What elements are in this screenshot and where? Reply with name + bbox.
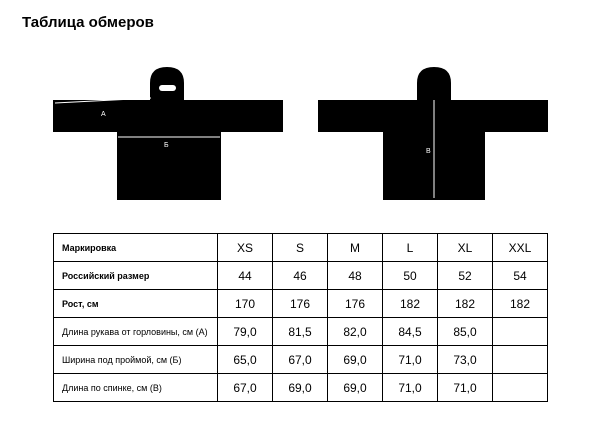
table-cell: 182: [493, 290, 548, 318]
back-body: [318, 100, 548, 200]
table-row: [54, 346, 548, 374]
label-v: В: [426, 148, 431, 155]
table-cell: M: [328, 234, 383, 262]
size-table: [53, 233, 548, 402]
table-cell: L: [383, 234, 438, 262]
table-cell: 79,0: [218, 318, 273, 346]
table-cell: 71,0: [383, 346, 438, 374]
table-cell: [493, 318, 548, 346]
row-label: Ширина под проймой, см (Б): [54, 346, 218, 374]
table-cell: 44: [218, 262, 273, 290]
table-row: [54, 234, 548, 262]
label-b: Б: [164, 142, 169, 149]
table-row: [54, 290, 548, 318]
table-cell: 170: [218, 290, 273, 318]
table-cell: 71,0: [383, 374, 438, 402]
table-cell: 54: [493, 262, 548, 290]
table-cell: 84,5: [383, 318, 438, 346]
table-cell: [493, 346, 548, 374]
table-cell: 67,0: [273, 346, 328, 374]
table-cell: 48: [328, 262, 383, 290]
front-hood: [150, 67, 184, 100]
table-cell: 65,0: [218, 346, 273, 374]
row-label: Рост, см: [54, 290, 218, 318]
back-hood: [417, 67, 451, 100]
table-cell: 67,0: [218, 374, 273, 402]
table-cell: XL: [438, 234, 493, 262]
table-row: [54, 374, 548, 402]
table-cell: 73,0: [438, 346, 493, 374]
table-cell: 69,0: [328, 346, 383, 374]
table-cell: 85,0: [438, 318, 493, 346]
table-cell: 52: [438, 262, 493, 290]
table-cell: [493, 374, 548, 402]
table-cell: 69,0: [328, 374, 383, 402]
table-row: [54, 318, 548, 346]
table-cell: 182: [383, 290, 438, 318]
table-cell: 46: [273, 262, 328, 290]
table-row: [54, 262, 548, 290]
label-a: А: [101, 111, 106, 118]
table-cell: XXL: [493, 234, 548, 262]
row-label: Длина по спинке, см (В): [54, 374, 218, 402]
table-cell: XS: [218, 234, 273, 262]
table-cell: 81,5: [273, 318, 328, 346]
table-cell: 82,0: [328, 318, 383, 346]
table-cell: 176: [328, 290, 383, 318]
back-view: [318, 67, 548, 200]
table-cell: 71,0: [438, 374, 493, 402]
row-label: Российский размер: [54, 262, 218, 290]
table-cell: 50: [383, 262, 438, 290]
row-label: Длина рукава от горловины, см (А): [54, 318, 218, 346]
table-cell: 176: [273, 290, 328, 318]
table-cell: S: [273, 234, 328, 262]
page-title: Таблица обмеров: [22, 14, 154, 31]
table-cell: 69,0: [273, 374, 328, 402]
front-view: [53, 67, 283, 200]
front-body: [53, 98, 283, 200]
front-face-opening: [159, 85, 176, 91]
row-label: Маркировка: [54, 234, 218, 262]
table-cell: 182: [438, 290, 493, 318]
